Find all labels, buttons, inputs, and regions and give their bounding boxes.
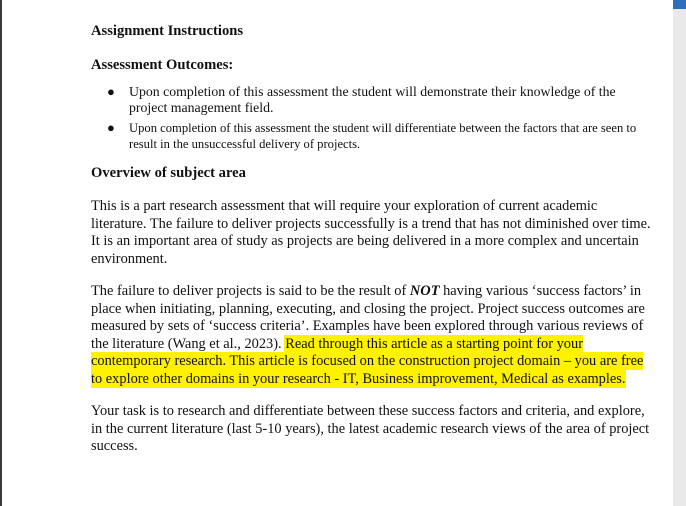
- assignment-title: Assignment Instructions: [91, 23, 244, 39]
- bullet-icon: ●: [107, 120, 115, 135]
- bullet-icon: ●: [107, 84, 115, 99]
- paragraph-success-factors: [91, 283, 651, 388]
- highlighted-text: Read through this article as a starting point for your contemporary research. This article is focused on the construction project domain – you are free to explore other domains in your research - IT, Business improvement, Medical as examples.: [91, 335, 644, 387]
- outcomes-list: [91, 84, 651, 152]
- list-item: [107, 84, 651, 116]
- outcomes-heading: Assessment Outcomes:: [91, 57, 234, 73]
- outcome-text: Upon completion of this assessment the student will differentiate between the factors that are seen to result in the unsuccessful delivery of projects.: [129, 121, 637, 151]
- scrollbar-thumb[interactable]: [673, 0, 686, 9]
- overview-heading: Overview of subject area: [91, 165, 246, 181]
- vertical-scrollbar[interactable]: [673, 0, 686, 506]
- paragraph-task: Your task is to research and differentiate between these success factors and criteria, and explore, in the current literature (last 5-10 years), the latest academic research views of the area of project success.: [91, 403, 650, 454]
- list-item: [107, 120, 651, 152]
- paragraph-text: having various ‘success factors’ in place when initiating, planning, executing, and closing the project. Project success outcomes are measured by sets of ‘success criteria’. Examples have been explored through various reviews of the literature (Wang et al., 2023).: [91, 283, 645, 352]
- paragraph-intro: This is a part research assessment that will require your exploration of current academic literature. The failure to deliver projects successfully is a trend that has not diminished over time. It is an important area of study as projects are being delivered in a more complex and uncertain environment.: [91, 198, 651, 267]
- page-left-border: [0, 0, 2, 506]
- outcome-text: Upon completion of this assessment the student will demonstrate their knowledge of the project management field.: [129, 84, 616, 115]
- paragraph-text: The failure to deliver projects is said to be the result of: [91, 283, 410, 299]
- emphasis-not: NOT: [409, 283, 440, 299]
- document-content: [91, 22, 651, 471]
